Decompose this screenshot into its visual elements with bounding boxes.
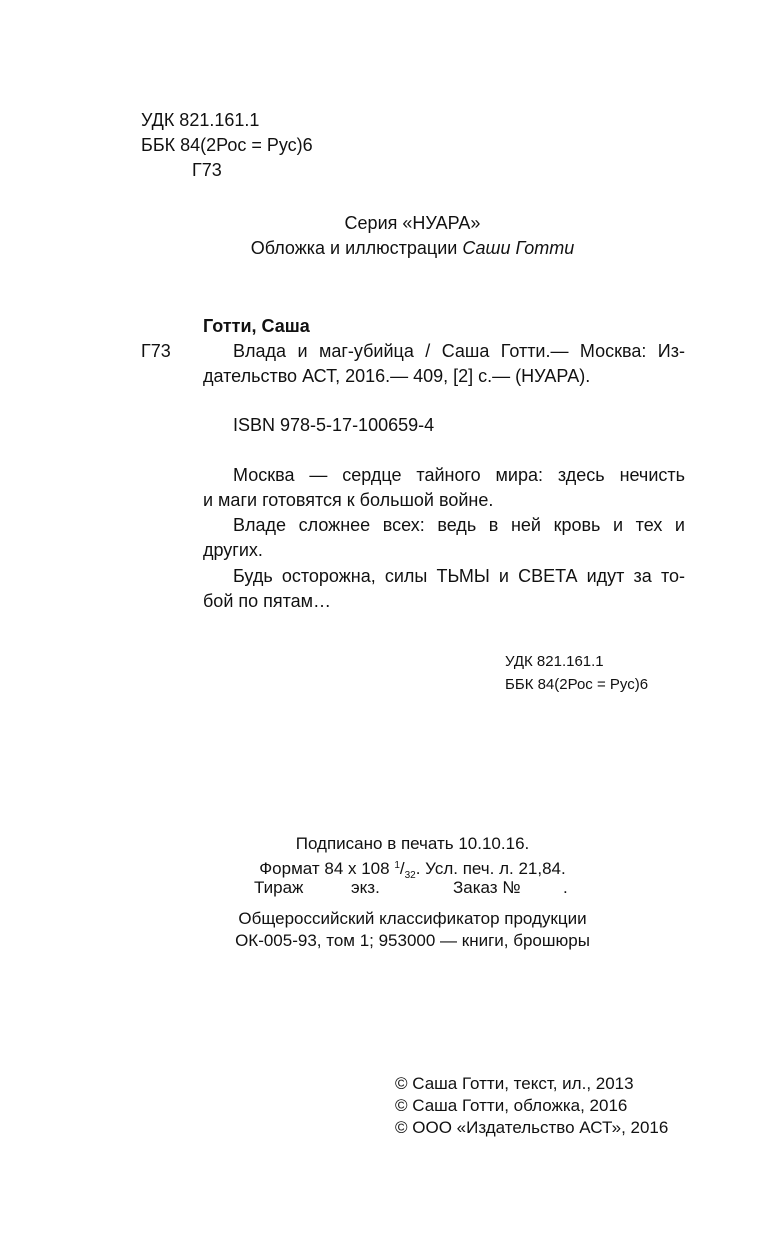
print-run-label: Тираж [254,878,304,897]
order-end: . [563,878,568,897]
title-line-2: дательство АСТ, 2016.— 409, [2] с.— (НУАРА). [203,366,591,386]
copyright-line: © Саша Готти, обложка, 2016 [395,1096,628,1115]
bbk-code: ББК 84(2Рос = Рус)6 [141,135,313,155]
copyright-line: © Саша Готти, текст, ил., 2013 [395,1074,634,1093]
annotation-line: и маги готовятся к большой войне. [203,490,494,510]
format-denominator: 32 [404,870,416,881]
record-mark: Г73 [141,341,171,361]
index-udk: УДК 821.161.1 [505,653,604,670]
annotation-line: Москва — сердце тайного мира: здесь нечисть [233,465,685,485]
copies-label: экз. [351,878,380,897]
copyright-line: © ООО «Издательство АСТ», 2016 [395,1118,669,1137]
illustrations-line [200,236,625,261]
classifier-line-1: Общероссийский классификатор продукции [238,909,587,928]
order-label: Заказ № [453,878,521,897]
signed-to-print: Подписано в печать 10.10.16. [295,834,530,853]
series-line: Серия «НУАРА» [344,213,481,233]
annotation-line: других. [203,540,263,560]
title-line-1: Влада и маг-убийца / Саша Готти.— Москва: Из- [233,341,685,361]
author-heading: Готти, Саша [203,316,310,336]
format-suffix: . Усл. печ. л. 21,84. [415,859,566,878]
author-mark: Г73 [192,160,222,180]
classifier-line-2: ОК-005-93, том 1; 953000 — книги, брошюры [235,931,590,950]
annotation-line: бой по пятам… [203,591,332,611]
index-bbk: ББК 84(2Рос = Рус)6 [505,676,649,693]
illustrations-prefix: Обложка и иллюстрации [250,238,463,258]
annotation-line: Владе сложнее всех: ведь в ней кровь и тех и [233,515,685,535]
format-numerator: 1 [394,860,400,871]
isbn: ISBN 978-5-17-100659-4 [233,415,435,435]
annotation-line: Будь осторожна, силы ТЬМЫ и СВЕТА идут за то- [233,566,685,586]
format-line: Формат 84 х 108 $^1/_{32}$. Усл. печ. л. 21,84. [259,859,566,881]
format-prefix: Формат 84 х 108 [259,859,395,878]
udk-code: УДК 821.161.1 [141,110,260,130]
illustrations-author: Саши Готти [462,238,575,258]
